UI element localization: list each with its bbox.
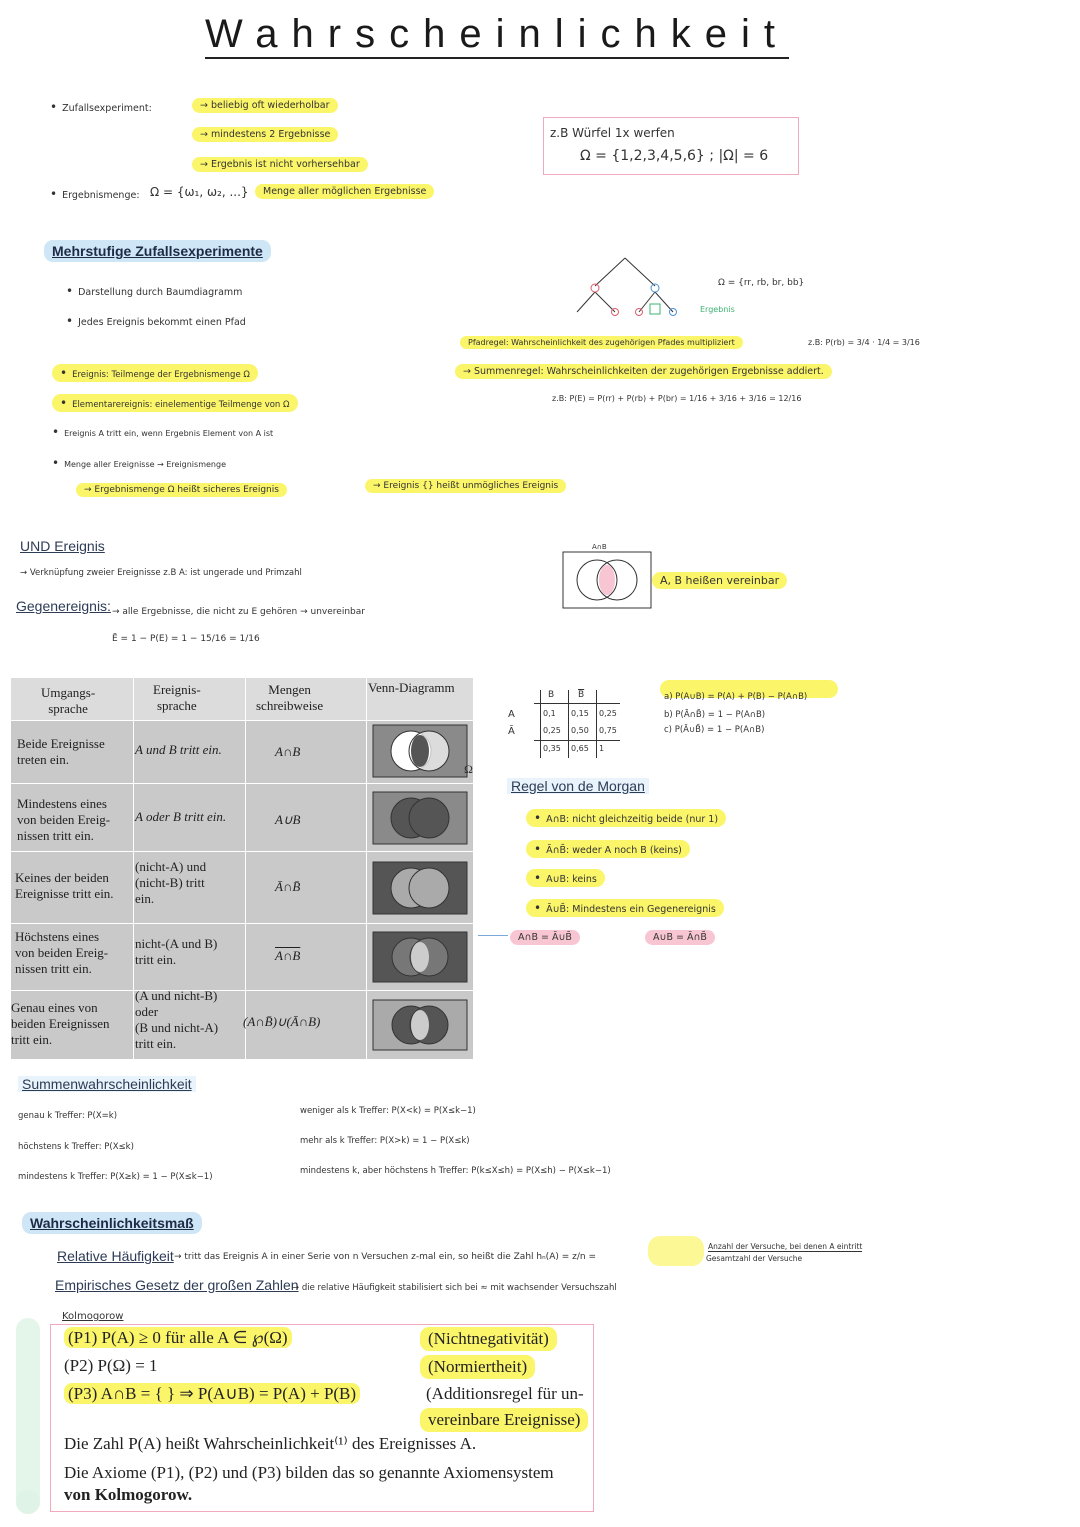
table-header-mengen: Mengen schreibweise [256,682,324,713]
ereignis-4: • Menge aller Ereignisse → Ereignismenge [52,456,226,470]
axiom-p1-text: (P1) P(A) ≥ 0 für alle A ∈ ℘(Ω) [64,1327,292,1348]
kolmogorow-s3: von Kolmogorow. [64,1485,193,1504]
venn-top-label: A∩B [592,543,607,551]
vf-sum-bbar: 0,65 [571,744,589,753]
vf-col-bbar: $\overline{B}$ [578,690,585,700]
emp-label: Empirisches Gesetz der großen Zahlen [55,1277,299,1293]
table-header-ereignis: Ereignis- sprache [153,682,201,713]
ereignis-5: → Ergebnismenge Ω heißt sicheres Ereignis [76,483,287,497]
venn-symmetric [371,996,471,1056]
summen-example: z.B: P(E) = P(rr) + P(rb) + P(br) = 1/16 + 3/16 + 3/16 = 12/16 [552,394,802,403]
morgan-heading: Regel von de Morgan [507,778,649,794]
row3-ereignis: (nicht-A) und (nicht-B) tritt ein. [135,859,207,906]
vf-col-b: B [548,690,555,700]
mehrstufig-point-1: • Darstellung durch Baumdiagramm [66,284,242,298]
venn-intersection [371,723,471,781]
row1-umgang: Beide Ereignisse treten ein. [17,736,105,767]
vf-a-b: 0,1 [543,709,556,718]
kolmogorow-s1: Die Zahl P(A) heißt Wahrscheinlichkeit⁽¹⁾ des Ereignisses A. [64,1434,477,1453]
axiom-p2: (P2) P(Ω) = 1 [64,1356,158,1375]
ergebnismenge-desc: Menge aller möglichen Ergebnisse [255,184,434,199]
example-box [543,117,799,175]
axiom-p1 [64,1328,292,1348]
table-header-umgang: Umgangs- sprache [41,685,96,716]
vf-a-bbar: 0,15 [571,709,589,718]
zufall-point-1: → beliebig oft wiederholbar [192,98,338,113]
axiom-p2-right: (Normiertheit) [420,1355,535,1379]
example-line-2: Ω = {1,2,3,4,5,6} ; |Ω| = 6 [580,148,769,164]
tree-diagram [555,250,715,330]
tree-omega: Ω = {rr, rb, br, bb} [718,278,805,288]
pfad-example: z.B: P(rb) = 3/4 · 1/4 = 3/16 [808,338,920,347]
ereignis-6: → Ereignis {} heißt unmögliches Ereignis [365,479,566,493]
row4-ereignis: nicht-(A und B) tritt ein. [135,936,218,967]
row2-umgang: Mindestens eines von beiden Ereig- nissen tritt ein. [17,796,111,843]
rel-label: Relative Häufigkeit [57,1248,174,1264]
ergebnis-label: Ergebnis [700,305,735,314]
vereinbar-text: A, B heißen vereinbar [652,572,787,589]
frac-top: Anzahl der Versuche, bei denen A eintritt [708,1242,863,1251]
side-bar [16,1318,40,1514]
row5-umgang: Genau eines von beiden Ereignissen tritt ein. [11,1000,110,1047]
summenregel: → Summenregel: Wahrscheinlichkeiten der zugehörigen Ergebnisse addiert. [455,364,832,379]
morgan-item-3: • A∪B: keins [526,869,605,887]
venn-not-intersection [371,928,471,988]
und-text: → Verknüpfung zweier Ereignisse z.B A: ist ungerade und Primzahl [20,568,302,578]
formula-c: c) P(Ā∪B̄) = 1 − P(A∩B) [664,725,765,735]
zufall-label: • Zufallsexperiment: [50,100,152,114]
gegen-heading: Gegenereignis: [16,598,111,614]
summen-l1: genau k Treffer: P(X=k) [18,1111,118,1121]
row2-mengen: A∪B [275,812,301,827]
row5-ereignis: (A und nicht-B) oder (B und nicht-A) tritt ein. [135,988,219,1051]
morgan-item-2: • Ā∩B̄: weder A noch B (keins) [526,840,690,858]
ereignis-3: • Ereignis A tritt ein, wenn Ergebnis Element von A ist [52,425,273,439]
vf-row-abar: Ā [508,726,515,737]
summen-r1: weniger als k Treffer: P(X<k) = P(X≤k−1) [300,1106,476,1116]
und-heading: UND Ereignis [20,538,105,554]
formula-a: a) P(A∪B) = P(A) + P(B) − P(A∩B) [664,692,808,702]
gegen-text: → alle Ergebnisse, die nicht zu E gehören → unvereinbar [112,607,365,617]
row3-umgang: Keines der beiden Ereignisse tritt ein. [15,870,114,901]
mehrstufig-point-2: • Jedes Ereignis bekommt einen Pfad [66,314,246,328]
row4-umgang: Höchstens eines von beiden Ereig- nissen tritt ein. [15,929,109,976]
vf-abar-b: 0,25 [543,726,561,735]
row2-ereignis: A oder B tritt ein. [135,809,227,824]
mass-heading: Wahrscheinlichkeitsmaß [22,1212,202,1234]
ereignis-1: • Ereignis: Teilmenge der Ergebnismenge Ω [52,364,258,382]
morgan-item-1: • A∩B: nicht gleichzeitig beide (nur 1) [526,809,726,827]
venn-vereinbar [562,551,652,611]
zufall-point-3: → Ergebnis ist nicht vorhersehbar [192,157,368,172]
zufall-point-2: → mindestens 2 Ergebnisse [192,127,338,142]
summen-heading: Summenwahrscheinlichkeit [18,1076,196,1092]
venn-complement-union [371,858,471,920]
rel-text: → tritt das Ereignis A in einer Serie von n Versuchen z-mal ein, so heißt die Zahl hₙ(A) = z/n = [174,1252,596,1262]
row3-mengen: Ā∩B̄ [275,879,301,894]
vf-sum-total: 1 [599,744,605,753]
vf-a-sum: 0,25 [599,709,617,718]
kolmogorow-s2: Die Axiome (P1), (P2) und (P3) bilden das so genannte Axiomensystem [64,1463,554,1482]
axiom-p3-right-2: vereinbare Ereignisse) [420,1408,588,1432]
emp-text: → die relative Häufigkeit stabilisiert sich bei ≈ mit wachsender Versuchszahl [292,1283,617,1293]
ergebnismenge-label: • Ergebnismenge: [50,187,140,201]
morgan-rule-2: A∪B = Ā∩B̄ [645,930,715,945]
axiom-p3 [64,1384,360,1404]
arrow-line [478,935,508,936]
row1-mengen: A∩B [275,744,301,759]
summen-l2: höchstens k Treffer: P(X≤k) [18,1142,134,1152]
vf-abar-sum: 0,75 [599,726,617,735]
vf-abar-bbar: 0,50 [571,726,589,735]
ereignis-2: • Elementarereignis: einelementige Teilmenge von Ω [52,394,298,412]
summen-r3: mindestens k, aber höchstens h Treffer: P(k≤X≤h) = P(X≤h) − P(X≤k−1) [300,1166,611,1176]
example-line-1: z.B Würfel 1x werfen [550,126,675,140]
vf-sum-b: 0,35 [543,744,561,753]
mehrstufig-heading: Mehrstufige Zufallsexperimente [44,240,271,262]
pfadregel: Pfadregel: Wahrscheinlichkeit des zugehörigen Pfades multipliziert [460,336,743,349]
row5-mengen: (A∩B̄)∪(Ā∩B) [243,1014,321,1029]
kolmogorow-label: Kolmogorow [62,1311,124,1322]
axiom-p3-text: (P3) A∩B = { } ⇒ P(A∪B) = P(A) + P(B) [64,1383,360,1404]
table-header-venn: Venn-Diagramm [368,680,455,695]
venn-union [371,788,471,850]
row4-mengen: A∩B [275,948,301,963]
axiom-p1-right: (Nichtnegativität) [420,1327,557,1351]
ereignis-table [11,678,473,1059]
summen-l3: mindestens k Treffer: P(X≥k) = 1 − P(X≤k−1) [18,1172,213,1182]
frac-bot: Gesamtzahl der Versuche [706,1254,803,1263]
morgan-rule-1: A∩B = Ā∪B̄ [510,930,580,945]
vf-row-a: A [508,709,515,720]
ergebnismenge-formula: Ω = {ω₁, ω₂, ...} [150,185,249,199]
table-omega: Ω [464,762,473,776]
morgan-item-4: • Ā∪B̄: Mindestens ein Gegenereignis [526,899,724,917]
axiom-p3-right: (Additionsregel für un- [426,1384,584,1403]
summen-r2: mehr als k Treffer: P(X>k) = 1 − P(X≤k) [300,1136,470,1146]
gegen-formula: Ē = 1 − P(E) = 1 − 15/16 = 1/16 [112,634,260,644]
page-title: Wahrscheinlichkeit [205,12,789,59]
formula-b: b) P(Ā∩B̄) = 1 − P(A∩B) [664,710,766,720]
side-dot [16,1490,40,1514]
row1-ereignis: A und B tritt ein. [135,742,222,757]
vierfeldertafel [500,690,630,760]
